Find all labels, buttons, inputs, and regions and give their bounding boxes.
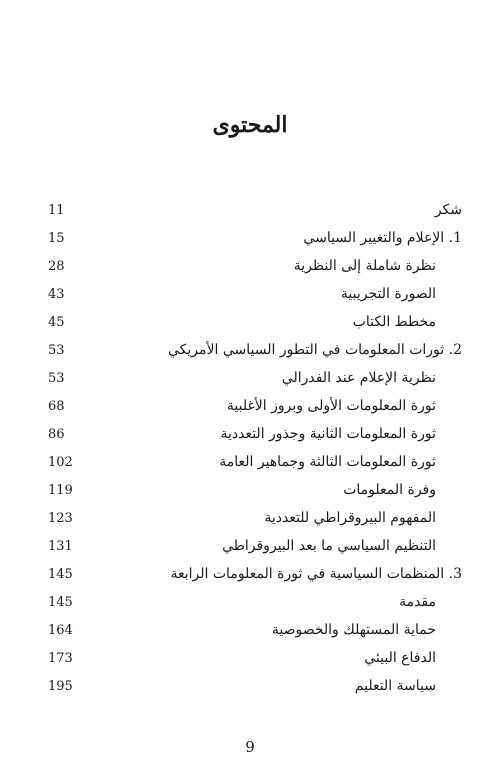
toc-entry-page-number: 195 [48,678,73,694]
toc-entry [48,420,462,448]
toc-entry-page-number: 53 [48,370,65,386]
page-title: المحتوى [212,112,288,138]
toc-entry-title: ثورة المعلومات الثالثة وجماهير العامة [219,454,436,470]
toc-entry [48,560,462,588]
toc-entry-title: نظرية الإعلام عند الفدرالي [281,370,436,386]
toc-entry-title: شكر [434,202,462,218]
page-number: 9 [245,738,255,756]
toc-entry-page-number: 45 [48,314,65,330]
toc-entry-title: المفهوم البيروقراطي للتعددية [264,510,436,526]
toc-entry-page-number: 28 [48,258,65,274]
toc-entry-page-number: 11 [48,202,65,218]
toc-entry-page-number: 173 [48,650,73,666]
toc-entry-title: الصورة التجريبية [340,286,436,302]
toc-entry [48,336,462,364]
toc-entry [48,504,462,532]
toc-entry-title: نظرة شاملة إلى النظرية [293,258,436,274]
toc-entry-page-number: 164 [48,622,73,638]
table-of-contents [48,196,462,700]
toc-entry [48,672,462,700]
toc-entry [48,308,462,336]
toc-entry-title: التنظيم السياسي ما بعد البيروقراطي [222,538,436,554]
toc-entry-page-number: 43 [48,286,65,302]
toc-entry [48,224,462,252]
toc-entry-page-number: 86 [48,426,65,442]
toc-entry [48,532,462,560]
toc-entry-page-number: 119 [48,482,73,498]
toc-entry [48,588,462,616]
toc-entry-title: حماية المستهلك والخصوصية [271,622,436,638]
toc-entry [48,616,462,644]
toc-entry-title: الدفاع البيئي [364,650,436,666]
toc-entry [48,364,462,392]
toc-entry-title: ثورة المعلومات الأولى وبروز الأغلبية [226,398,436,414]
toc-entry-title: 2. ثورات المعلومات في التطور السياسي الأمريكي [168,342,462,358]
toc-entry [48,252,462,280]
toc-entry [48,280,462,308]
toc-entry-title: مقدمة [399,594,436,610]
toc-entry-page-number: 53 [48,342,65,358]
toc-entry-title: ثورة المعلومات الثانية وجذور التعددية [220,426,436,442]
toc-entry-page-number: 123 [48,510,73,526]
toc-entry-title: مخطط الكتاب [352,314,436,330]
toc-entry-title: سياسة التعليم [354,678,436,694]
toc-entry-title: 3. المنظمات السياسية في ثورة المعلومات الرابعة [170,566,462,582]
toc-entry-page-number: 131 [48,538,73,554]
toc-entry-page-number: 145 [48,566,73,582]
toc-entry [48,392,462,420]
toc-entry-page-number: 145 [48,594,73,610]
toc-entry [48,644,462,672]
toc-entry [48,448,462,476]
toc-entry-page-number: 15 [48,230,65,246]
toc-entry [48,196,462,224]
toc-entry [48,476,462,504]
toc-entry-title: وفرة المعلومات [343,482,436,498]
toc-entry-page-number: 68 [48,398,65,414]
toc-entry-page-number: 102 [48,454,73,470]
toc-entry-title: 1. الإعلام والتغيير السياسي [303,230,462,246]
